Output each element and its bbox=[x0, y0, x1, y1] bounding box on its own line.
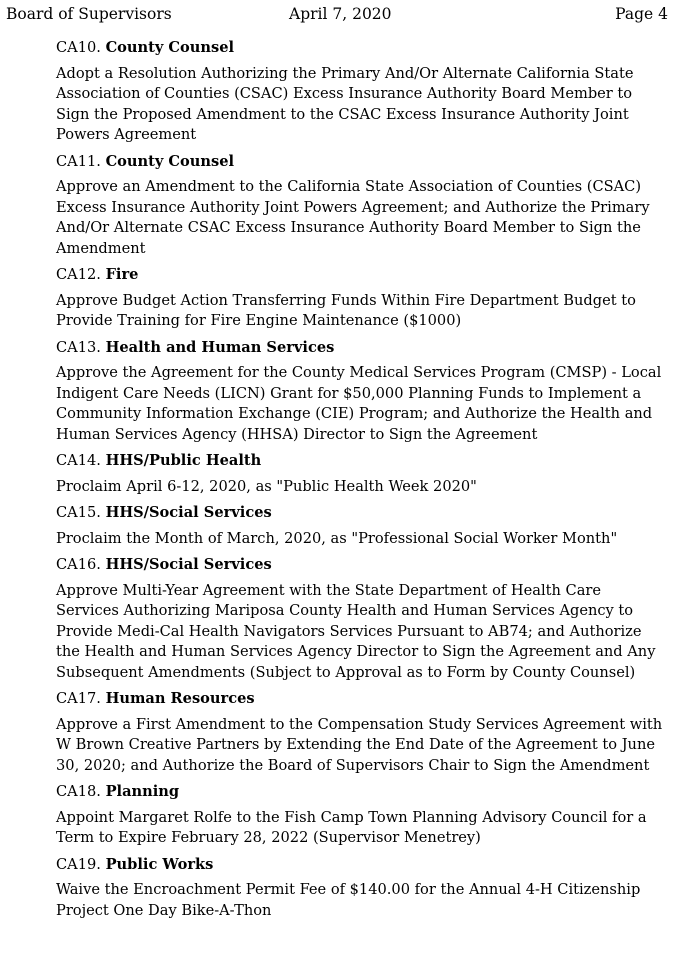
agenda-item-description: Approve Multi-Year Agreement with the State Department of Health Care Services Authorizing Mariposa County Health and Human Services Agency to Provide Medi-Cal Health Navigators Services Pursuant to AB74; and Authorize the Health and Human Services Agency Director to Sign the Agreement and Any Subsequent Amendments (Subject to Approval as to Form by County Counsel) bbox=[56, 581, 656, 681]
agenda-item-heading bbox=[56, 855, 668, 876]
agenda-item-heading bbox=[56, 338, 668, 359]
agenda-item-number: CA16. bbox=[56, 556, 101, 573]
header-date: April 7, 2020 bbox=[289, 5, 392, 23]
agenda-item-number: CA10. bbox=[56, 39, 101, 56]
header-page-number: Page 4 bbox=[615, 5, 668, 23]
agenda-item-heading bbox=[56, 152, 668, 173]
agenda-item-description: Approve an Amendment to the California State Association of Counties (CSAC) Excess Insurance Authority Joint Powers Agreement; and Authorize the Primary And/Or Alternate CSAC Excess Insurance Authority Board Member to Sign the Amendment bbox=[56, 178, 650, 257]
agenda-item-ca16 bbox=[56, 555, 668, 683]
agenda-item-ca14 bbox=[56, 451, 668, 497]
agenda-item-heading bbox=[56, 265, 668, 286]
agenda-item-description: Approve the Agreement for the County Medical Services Program (CMSP) - Local Indigent Care Needs (LICN) Grant for $50,000 Planning Funds to Implement a Community Information Exchange (CIE) Program; and Authorize the Health and Human Services Agency (HHSA) Director to Sign the Agreement bbox=[56, 364, 662, 443]
agenda-item-number: CA17. bbox=[56, 690, 101, 707]
agenda-item-number: CA15. bbox=[56, 504, 101, 521]
agenda-item-description: Approve Budget Action Transferring Funds Within Fire Department Budget to Provide Training for Fire Engine Maintenance ($1000) bbox=[56, 291, 636, 329]
agenda-item-description: Proclaim April 6-12, 2020, as "Public Health Week 2020" bbox=[56, 477, 477, 495]
agenda-item-ca11 bbox=[56, 152, 668, 260]
consent-agenda-list bbox=[56, 38, 668, 927]
agenda-item-department: HHS/Social Services bbox=[105, 556, 272, 573]
agenda-item-heading bbox=[56, 451, 668, 472]
agenda-item-ca17 bbox=[56, 689, 668, 776]
agenda-item-department: Public Works bbox=[105, 855, 214, 873]
agenda-item-number: CA19. bbox=[56, 855, 101, 873]
agenda-item-ca19 bbox=[56, 855, 668, 922]
agenda-item-description: Approve a First Amendment to the Compensation Study Services Agreement with W Brown Creative Partners by Extending the End Date of the Agreement to June 30, 2020; and Authorize the Board of Supervisors Chair to Sign the Amendment bbox=[56, 715, 663, 774]
agenda-item-ca13 bbox=[56, 338, 668, 446]
agenda-item-heading bbox=[56, 555, 668, 576]
agenda-item-department: HHS/Public Health bbox=[105, 452, 262, 469]
agenda-item-ca18 bbox=[56, 782, 668, 849]
agenda-item-ca15 bbox=[56, 503, 668, 549]
page-header bbox=[6, 3, 668, 25]
agenda-item-ca10 bbox=[56, 38, 668, 146]
agenda-item-description: Waive the Encroachment Permit Fee of $140.00 for the Annual 4-H Citizenship Project One Day Bike-A-Thon bbox=[56, 881, 641, 919]
agenda-item-description: Appoint Margaret Rolfe to the Fish Camp Town Planning Advisory Council for a Term to Expire February 28, 2022 (Supervisor Menetrey) bbox=[56, 808, 647, 846]
agenda-item-department: County Counsel bbox=[105, 39, 235, 56]
agenda-item-heading bbox=[56, 689, 668, 710]
agenda-item-number: CA18. bbox=[56, 783, 101, 800]
agenda-item-department: HHS/Social Services bbox=[105, 504, 272, 521]
agenda-item-department: Human Resources bbox=[105, 690, 255, 707]
agenda-item-number: CA14. bbox=[56, 452, 101, 469]
agenda-item-heading bbox=[56, 782, 668, 803]
agenda-item-heading bbox=[56, 38, 668, 59]
agenda-item-department: Fire bbox=[105, 266, 139, 283]
agenda-item-description: Proclaim the Month of March, 2020, as "Professional Social Worker Month" bbox=[56, 529, 618, 547]
agenda-item-ca12 bbox=[56, 265, 668, 332]
header-board-name: Board of Supervisors bbox=[6, 5, 172, 23]
agenda-item-number: CA11. bbox=[56, 152, 101, 170]
agenda-item-department: Health and Human Services bbox=[105, 338, 335, 356]
agenda-item-department: County Counsel bbox=[105, 152, 235, 170]
agenda-item-number: CA13. bbox=[56, 338, 101, 356]
agenda-item-description: Adopt a Resolution Authorizing the Primary And/Or Alternate California State Association of Counties (CSAC) Excess Insurance Authority Board Member to Sign the Proposed Amendment to the CSAC Excess Insurance Authority Joint Powers Agreement bbox=[56, 64, 634, 143]
agenda-item-heading bbox=[56, 503, 668, 524]
agenda-item-department: Planning bbox=[105, 783, 180, 800]
agenda-item-number: CA12. bbox=[56, 266, 101, 283]
